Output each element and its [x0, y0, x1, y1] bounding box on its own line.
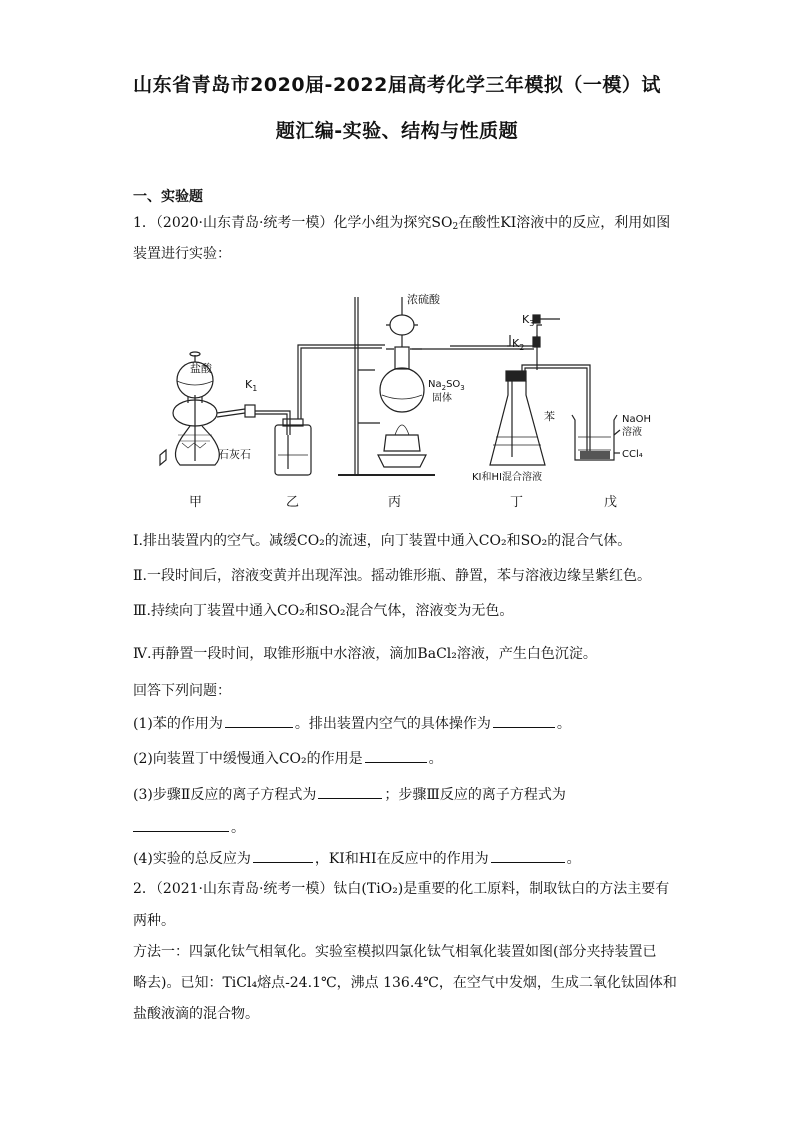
- blank-3b[interactable]: [133, 817, 229, 832]
- title-line-1: 山东省青岛市2020届-2022届高考化学三年模拟（一模）试: [133, 74, 661, 96]
- sub-question-2: (2)向装置丁中缓慢通入CO₂的作用是 。: [133, 748, 673, 769]
- blank-4b[interactable]: [491, 848, 565, 863]
- caption-yi: 乙: [286, 495, 300, 510]
- q2-intro-line1: 2．（2021·山东青岛·统考一模）钛白(TiO₂)是重要的化工原料，制取钛白的方法主要有: [133, 881, 670, 897]
- sub-question-3: (3)步骤Ⅱ反应的离子方程式为 ；步骤Ⅲ反应的离子方程式为: [133, 784, 673, 805]
- step-3: Ⅲ.持续向丁装置中通入CO₂和SO₂混合气体，溶液变为无色。: [133, 603, 514, 619]
- q1-intro-line2: 装置进行实验：: [133, 246, 231, 262]
- q2-method1-line3: 盐酸液滴的混合物。: [133, 1006, 259, 1022]
- q2-intro-line2: 两种。: [133, 913, 175, 929]
- step-1: I.排出装置内的空气。减缓CO₂的流速，向丁装置中通入CO₂和SO₂的混合气体。: [133, 533, 632, 549]
- apparatus-figure: [150, 285, 670, 510]
- caption-ding: 丁: [510, 495, 524, 510]
- step-4: Ⅳ.再静置一段时间，取锥形瓶中水溶液，滴加BaCl₂溶液，产生白色沉淀。: [133, 646, 597, 662]
- label-k1: $K_1$: [245, 378, 258, 393]
- label-limestone: 石灰石: [218, 448, 251, 461]
- label-conc-h2so4: 浓硫酸: [407, 293, 440, 306]
- label-k2: $K_2$: [512, 337, 525, 352]
- section-heading: 一、实验题: [133, 189, 203, 205]
- label-k3: $K_3$: [522, 313, 535, 328]
- label-benzene: 苯: [544, 410, 555, 423]
- q2-method1-line2: 略去)。已知：TiCl₄熔点-24.1℃，沸点 136.4℃，在空气中发烟，生成二氧化钛固体和: [133, 975, 677, 991]
- label-naoh: NaOH: [622, 414, 651, 425]
- sub-question-3-cont: 。: [133, 817, 673, 838]
- step-2: Ⅱ.一段时间后，溶液变黄并出现浑浊。摇动锥形瓶、静置，苯与溶液边缘呈紫红色。: [133, 568, 651, 584]
- caption-wu: 戊: [604, 495, 618, 510]
- blank-1a[interactable]: [225, 713, 293, 728]
- blank-2[interactable]: [365, 748, 427, 763]
- sub-question-1: (1)苯的作用为 。排出装置内空气的具体操作为 。: [133, 713, 673, 734]
- label-solid: 固体: [432, 393, 452, 404]
- caption-bing: 丙: [388, 495, 402, 510]
- q2-method1-line1: 方法一：四氯化钛气相氧化。实验室模拟四氯化钛气相氧化装置如图(部分夹持装置已: [133, 944, 657, 960]
- blank-1b[interactable]: [493, 713, 555, 728]
- q1-intro-line1: 1．（2020·山东青岛·统考一模）化学小组为探究$SO_2$在酸性KI溶液中的反应，利用如图: [133, 215, 671, 232]
- wash-bottle: [275, 345, 385, 475]
- label-solution: 溶液: [622, 427, 642, 438]
- sub-question-4: (4)实验的总反应为 ，KI和HI在反应中的作用为 。: [133, 848, 673, 869]
- beaker: [572, 415, 620, 460]
- label-ki-hi: KI和HI混合溶液: [472, 472, 542, 483]
- caption-jia: 甲: [189, 495, 203, 510]
- label-ccl4: CCl₄: [622, 449, 643, 460]
- label-na2so3: $Na_2SO_3$: [428, 379, 465, 392]
- answer-prompt: 回答下列问题：: [133, 683, 231, 699]
- title-line-2: 题汇编-实验、结构与性质题: [275, 120, 519, 142]
- blank-4a[interactable]: [253, 848, 313, 863]
- generator-flask: [338, 297, 510, 475]
- label-hcl: 盐酸: [190, 362, 212, 375]
- blank-3a[interactable]: [318, 784, 382, 799]
